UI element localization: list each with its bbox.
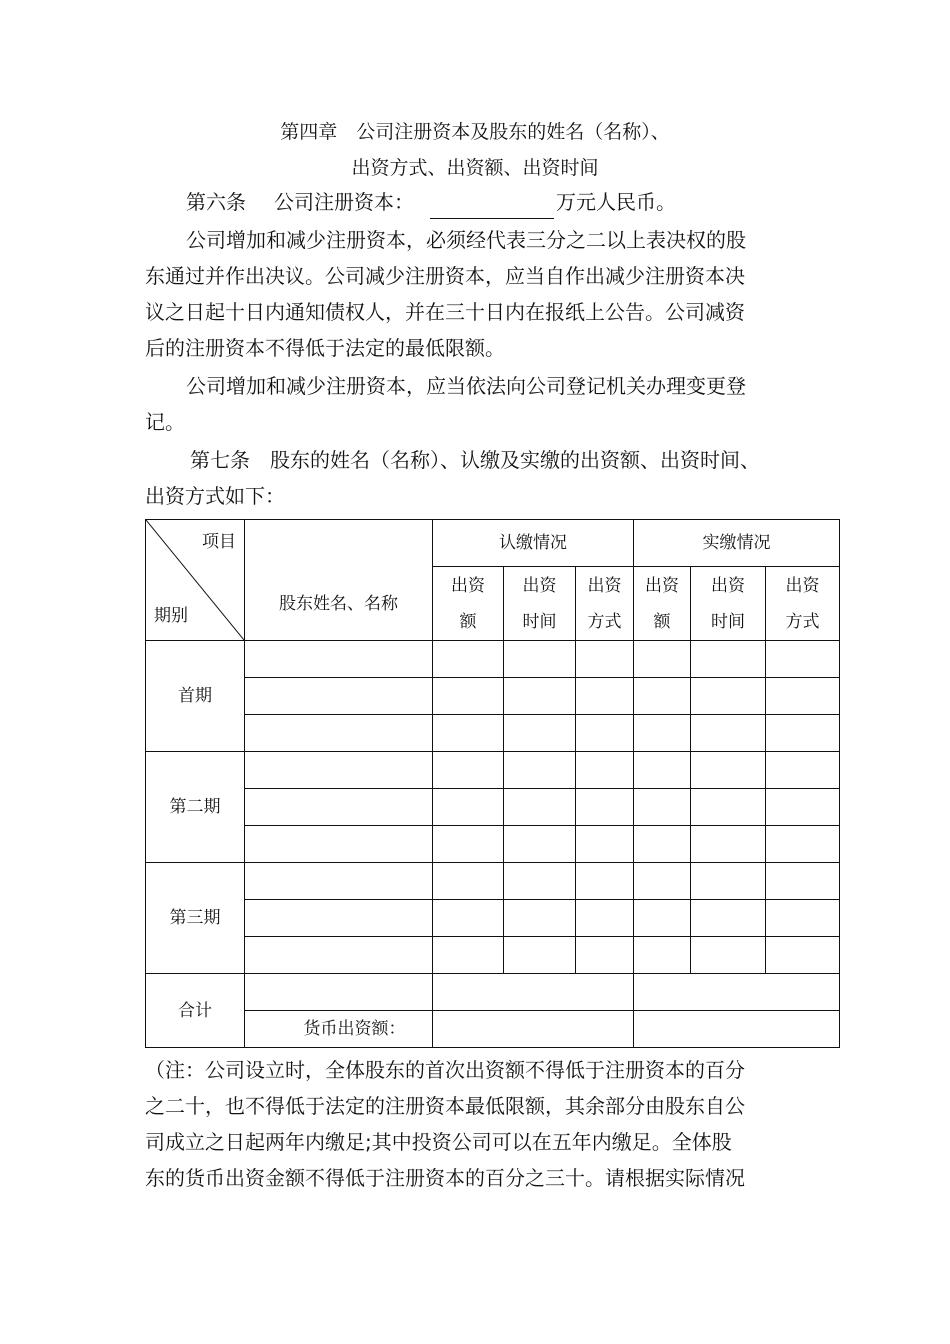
sub-col-time: 出资 时间 bbox=[504, 567, 576, 641]
chapter-title-line2: 出资方式、出资额、出资时间 bbox=[351, 157, 599, 179]
subscribed-header: 认缴情况 bbox=[433, 520, 634, 567]
capital-contribution-table bbox=[145, 519, 840, 1048]
shareholder-name-header: 股东姓名、名称 bbox=[245, 520, 433, 641]
period-label: 第三期 bbox=[146, 863, 245, 974]
article6-para2-line: 记。 bbox=[145, 410, 185, 434]
note-line: （注：公司设立时，全体股东的首次出资额不得低于注册资本的百分 bbox=[145, 1058, 745, 1082]
diagonal-header-cell bbox=[146, 520, 245, 641]
table-row bbox=[146, 715, 840, 752]
article7-line: 第七条 股东的姓名（名称）、认缴及实缴的出资额、出资时间、 bbox=[190, 448, 760, 472]
diag-top-label: 项目 bbox=[202, 532, 236, 552]
table-row bbox=[146, 900, 840, 937]
article6-para1-line: 后的注册资本不得低于法定的最低限额。 bbox=[145, 336, 505, 360]
table-row bbox=[146, 937, 840, 974]
total-row bbox=[146, 974, 840, 1011]
sub-col-amount: 出资 额 bbox=[634, 567, 691, 641]
table-row bbox=[146, 678, 840, 715]
article6-prefix: 公司注册资本： bbox=[274, 190, 414, 214]
table-row bbox=[146, 826, 840, 863]
article6-para1-line: 议之日起十日内通知债权人，并在三十日内在报纸上公告。公司减资 bbox=[145, 300, 745, 324]
table-row bbox=[146, 641, 840, 678]
sub-col-method: 出资 方式 bbox=[766, 567, 840, 641]
article6-suffix: 万元人民币。 bbox=[556, 190, 676, 214]
table-row bbox=[146, 789, 840, 826]
article6-label: 第六条 bbox=[186, 190, 246, 214]
period-label: 首期 bbox=[146, 641, 245, 752]
article7-line: 出资方式如下： bbox=[145, 484, 285, 508]
sub-col-method: 出资 方式 bbox=[576, 567, 634, 641]
capital-blank bbox=[430, 218, 554, 219]
table-row bbox=[146, 752, 840, 789]
note-line: 司成立之日起两年内缴足;其中投资公司可以在五年内缴足。全体股 bbox=[145, 1130, 732, 1154]
money-amount-label: 货币出资额： bbox=[245, 1011, 433, 1048]
diag-bottom-label: 期别 bbox=[154, 606, 188, 626]
table-row bbox=[146, 863, 840, 900]
total-label: 合计 bbox=[146, 974, 245, 1048]
article6-para1-line: 东通过并作出决议。公司减少注册资本，应当自作出减少注册资本决 bbox=[145, 264, 745, 288]
paid-header: 实缴情况 bbox=[634, 520, 840, 567]
article6-para1-line: 公司增加和减少注册资本，必须经代表三分之二以上表决权的股 bbox=[186, 228, 746, 252]
chapter-title-line1: 第四章 公司注册资本及股东的姓名（名称）、 bbox=[280, 121, 670, 143]
sub-col-amount: 出资 额 bbox=[433, 567, 504, 641]
sub-col-time: 出资 时间 bbox=[691, 567, 766, 641]
note-line: 东的货币出资金额不得低于注册资本的百分之三十。请根据实际情况 bbox=[145, 1166, 745, 1190]
period-label: 第二期 bbox=[146, 752, 245, 863]
money-row bbox=[146, 1011, 840, 1048]
note-line: 之二十，也不得低于法定的注册资本最低限额，其余部分由股东自公 bbox=[145, 1094, 745, 1118]
article6-para2-line: 公司增加和减少注册资本，应当依法向公司登记机关办理变更登 bbox=[186, 374, 746, 398]
